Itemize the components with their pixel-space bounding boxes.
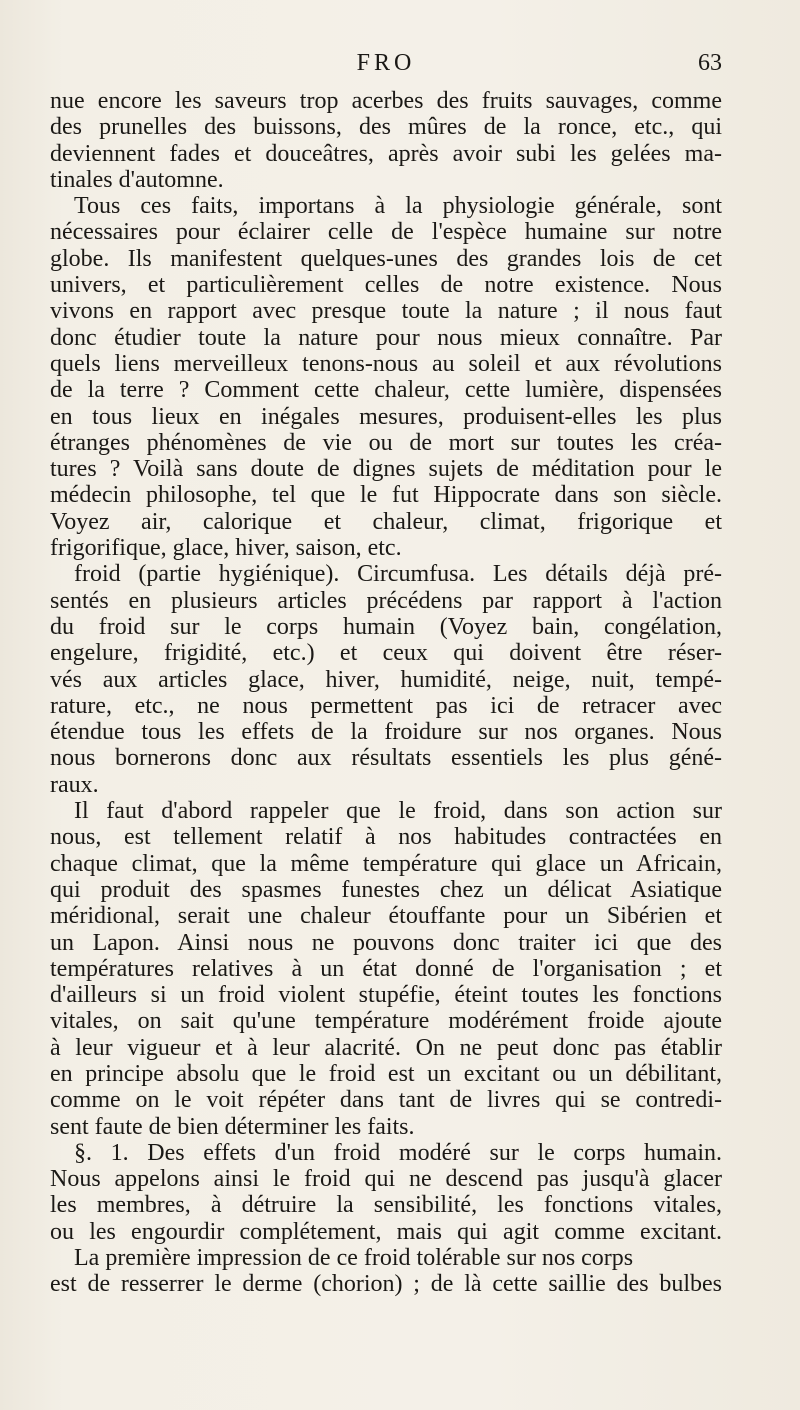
text-line: comme on le voit répéter dans tant de livres qui se contredi- bbox=[50, 1087, 722, 1114]
text-line: frigorifique, glace, hiver, saison, etc. bbox=[50, 535, 402, 562]
text-line: en principe absolu que le froid est un excitant ou un débilitant, bbox=[50, 1060, 722, 1087]
text-line: les membres, à détruire la sensibilité, les fonctions vitales, bbox=[50, 1192, 722, 1219]
text-line: rature, etc., ne nous permettent pas ici de retracer avec bbox=[50, 692, 722, 719]
text-line: tures ? Voilà sans doute de dignes sujets de méditation pour le bbox=[50, 456, 722, 483]
text-line: nous bornerons donc aux résultats essentiels les plus géné- bbox=[50, 745, 722, 772]
text-line: sent faute de bien déterminer les faits. bbox=[50, 1113, 415, 1140]
page-number: 63 bbox=[698, 50, 722, 76]
text-line: un Lapon. Ainsi nous ne pouvons donc traiter ici que des bbox=[50, 929, 722, 956]
text-line: quels liens merveilleux tenons-nous au soleil et aux révolutions bbox=[50, 350, 722, 377]
text-line: §. 1. Des effets d'un froid modéré sur le corps humain. bbox=[74, 1139, 722, 1166]
text-line: univers, et particulièrement celles de notre existence. Nous bbox=[50, 272, 722, 299]
text-line: froid (partie hygiénique). Circumfusa. Les détails déjà pré- bbox=[74, 561, 722, 588]
text-line: d'ailleurs si un froid violent stupéfie, éteint toutes les fonctions bbox=[50, 982, 722, 1009]
text-line: sentés en plusieurs articles précédens par rapport à l'action bbox=[50, 587, 722, 614]
text-line: étendue tous les effets de la froidure sur nos organes. Nous bbox=[50, 719, 722, 746]
text-line: Tous ces faits, importans à la physiologie générale, sont bbox=[74, 193, 722, 220]
text-line: raux. bbox=[50, 771, 99, 798]
text-line: étranges phénomènes de vie ou de mort sur toutes les créa- bbox=[50, 429, 722, 456]
text-line: qui produit des spasmes funestes chez un délicat Asiatique bbox=[50, 876, 722, 903]
text-line: globe. Ils manifestent quelques-unes des grandes lois de cet bbox=[50, 245, 722, 272]
text-line: engelure, frigidité, etc.) et ceux qui doivent être réser- bbox=[50, 640, 722, 667]
text-line: médecin philosophe, tel que le fut Hippocrate dans son siècle. bbox=[50, 482, 722, 509]
text-line: Il faut d'abord rappeler que le froid, dans son action sur bbox=[74, 798, 722, 825]
text-line: des prunelles des buissons, des mûres de la ronce, etc., qui bbox=[50, 114, 722, 141]
text-lines bbox=[50, 88, 722, 1298]
text-line: nue encore les saveurs trop acerbes des fruits sauvages, comme bbox=[50, 88, 722, 114]
page-text bbox=[50, 48, 722, 1298]
text-line: vés aux articles glace, hiver, humidité, neige, nuit, tempé- bbox=[50, 666, 722, 693]
text-line: chaque climat, que la même température qui glace un Africain, bbox=[50, 850, 722, 877]
text-line: deviennent fades et douceâtres, après avoir subi les gelées ma- bbox=[50, 140, 722, 167]
running-head: FRO bbox=[356, 50, 416, 76]
text-line: Nous appelons ainsi le froid qui ne descend pas jusqu'à glacer bbox=[50, 1166, 722, 1193]
text-line: vitales, on sait qu'une température modérément froide ajoute bbox=[50, 1008, 722, 1035]
text-line: en tous lieux en inégales mesures, produisent-elles les plus bbox=[50, 403, 722, 430]
text-line: donc étudier toute la nature pour nous mieux connaître. Par bbox=[50, 324, 722, 351]
text-line: Voyez air, calorique et chaleur, climat, frigorique et bbox=[50, 508, 722, 535]
text-line: méridional, serait une chaleur étouffante pour un Sibérien et bbox=[50, 903, 722, 930]
text-line: La première impression de ce froid tolérable sur nos corps bbox=[74, 1245, 634, 1272]
page-header bbox=[50, 48, 722, 88]
text-line: de la terre ? Comment cette chaleur, cette lumière, dispensées bbox=[50, 377, 722, 404]
text-line: nous, est tellement relatif à nos habitudes contractées en bbox=[50, 824, 722, 851]
text-line: ou les engourdir complétement, mais qui agit comme excitant. bbox=[50, 1218, 722, 1245]
text-line: est de resserrer le derme (chorion) ; de là cette saillie des bulbes bbox=[50, 1271, 722, 1298]
text-line: températures relatives à un état donné de l'organisation ; et bbox=[50, 955, 722, 982]
text-line: à leur vigueur et à leur alacrité. On ne peut donc pas établir bbox=[50, 1034, 722, 1061]
text-line: nécessaires pour éclairer celle de l'espèce humaine sur notre bbox=[50, 219, 722, 246]
text-line: du froid sur le corps humain (Voyez bain, congélation, bbox=[50, 613, 722, 640]
text-line: tinales d'automne. bbox=[50, 166, 224, 193]
text-line: vivons en rapport avec presque toute la nature ; il nous faut bbox=[50, 298, 722, 325]
